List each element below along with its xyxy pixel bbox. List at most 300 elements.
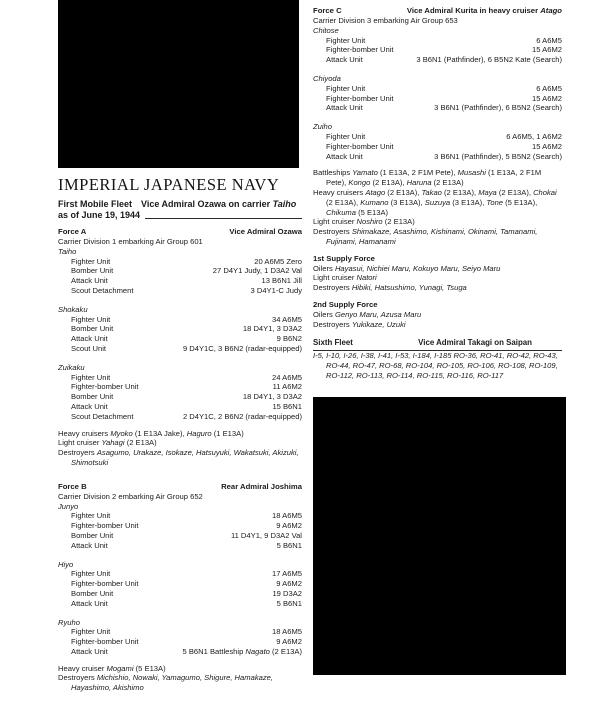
text-run: Vice Admiral Kurita in heavy cruiser xyxy=(406,6,541,15)
ship-group xyxy=(313,122,562,161)
heading-rule xyxy=(145,210,302,219)
ship-name-italic: Chokai xyxy=(533,187,557,197)
text-run: Force C xyxy=(313,6,342,15)
unit-label xyxy=(71,627,110,637)
text-run: 15 A6M2 xyxy=(532,45,562,55)
text-run: 9 A6M2 xyxy=(276,521,302,531)
text-run: Fighter-bomber Unit xyxy=(326,93,394,103)
ship-group xyxy=(58,560,302,609)
unit-value xyxy=(363,152,562,162)
text-run: 20 A6M5 Zero xyxy=(254,256,302,266)
unit-label xyxy=(71,589,113,599)
text-run: Scout Unit xyxy=(71,343,107,353)
unit-value xyxy=(108,541,302,551)
unit-label xyxy=(326,45,394,55)
spacer xyxy=(313,381,562,397)
text-run: 3 B6N1 (Pathfinder), 5 B5N2 (Search) xyxy=(434,151,562,161)
fleet-name xyxy=(313,338,353,348)
unit-row xyxy=(58,627,302,637)
unit-value xyxy=(108,276,302,286)
text-run: Sixth Fleet xyxy=(313,338,353,348)
text-run: 3 B6N1 (Pathfinder), 6 B5N2 Kate (Search) xyxy=(416,55,562,65)
ship-group xyxy=(313,26,562,65)
text-run: Vice Admiral Ozawa xyxy=(229,227,302,236)
text-run: (5 E13A), xyxy=(503,197,538,207)
ship-name-italic: Suzuya xyxy=(424,197,451,207)
ship-name-italic: Asagumo, Urakaze, Isokaze, Hatsuyuki, Wakatsuki, Akizuki, Shimotsuki xyxy=(71,448,299,467)
text-run: First Mobile Fleet xyxy=(58,199,133,209)
force-commander xyxy=(221,482,302,492)
ship-name xyxy=(58,618,302,628)
unit-value xyxy=(113,266,302,276)
unit-label xyxy=(71,286,133,296)
unit-row xyxy=(58,266,302,276)
ship-name xyxy=(313,26,562,36)
ship-name-italic: Kumano xyxy=(360,197,389,207)
unit-row xyxy=(58,599,302,609)
text-run: 18 D4Y1, 3 D3A2 xyxy=(242,324,302,334)
text-run: 6 A6M5 xyxy=(536,83,562,93)
ship-name-italic: Haruna xyxy=(406,178,432,188)
unit-row xyxy=(58,589,302,599)
text-run: 3 B6N1 (Pathfinder), 6 B5N2 (Search) xyxy=(434,103,562,113)
text-run: (2 E13A) xyxy=(382,217,415,227)
text-run: Fighter-bomber Unit xyxy=(326,141,394,151)
text-run: (5 E13A) xyxy=(355,207,389,217)
ship-name-italic: Maya xyxy=(478,187,497,197)
unit-row xyxy=(58,324,302,334)
unit-label xyxy=(71,412,133,422)
text-run: Fighter Unit xyxy=(326,35,366,45)
spacer xyxy=(313,65,562,74)
text-run: (2 E13A) xyxy=(124,438,157,448)
unit-label xyxy=(71,257,110,267)
unit-label xyxy=(71,402,108,412)
unit-value xyxy=(363,103,562,113)
text-run: 6 A6M5, 1 A6M2 xyxy=(506,131,562,141)
ship-group xyxy=(58,618,302,657)
unit-value xyxy=(110,511,302,521)
unit-row xyxy=(313,152,562,162)
text-run: 15 B6N1 xyxy=(272,401,302,411)
text-line xyxy=(58,237,302,247)
text-run: Heavy cruisers xyxy=(58,428,111,438)
fleet-rule-header xyxy=(313,338,562,351)
ship-name-italic: Myoko xyxy=(110,428,133,438)
text-run: Fighter Unit xyxy=(71,569,111,579)
text-run: Taiho xyxy=(58,246,77,256)
text-run: Vice Admiral Ozawa on carrier xyxy=(141,199,273,209)
text-run: Destroyers xyxy=(58,673,97,683)
unit-value xyxy=(365,84,562,94)
text-run: Force B xyxy=(58,481,87,491)
text-run: (3 E13A), xyxy=(388,197,425,207)
unit-label xyxy=(71,599,108,609)
text-run: Attack Unit xyxy=(71,401,108,411)
unit-label xyxy=(71,392,113,402)
submarine-list xyxy=(313,351,562,380)
text-run: 18 A6M5 xyxy=(272,511,302,521)
text-run: 9 A6M2 xyxy=(276,637,302,647)
unit-row xyxy=(58,637,302,647)
unit-value xyxy=(394,142,562,152)
text-run: 9 A6M2 xyxy=(276,579,302,589)
text-run: Light cruiser xyxy=(58,438,102,448)
ship-name-italic: Musashi xyxy=(457,168,486,178)
unit-label xyxy=(71,382,139,392)
ship-name-italic: Takao xyxy=(421,187,442,197)
ship-name xyxy=(58,305,302,315)
unit-label xyxy=(326,132,365,142)
unit-row xyxy=(313,103,562,113)
unit-value xyxy=(113,392,302,402)
unit-label xyxy=(71,647,108,657)
fleet-name xyxy=(58,199,132,209)
unit-value xyxy=(365,36,562,46)
text-run: Attack Unit xyxy=(71,646,108,656)
ship-name-italic: Chikuma xyxy=(326,207,356,217)
unit-value xyxy=(363,55,562,65)
spacer xyxy=(58,296,302,305)
text-run: 9 D4Y1C, 3 B6N2 (radar-equipped) xyxy=(182,343,302,353)
spacer xyxy=(58,422,302,429)
text-run: Fighter-bomber Unit xyxy=(71,637,139,647)
unit-row xyxy=(58,541,302,551)
ship-name xyxy=(58,560,302,570)
paragraph xyxy=(313,273,562,283)
ship-name-italic: Mogami xyxy=(106,663,134,673)
paragraph xyxy=(58,438,302,448)
text-run: (1 E13A Jake), xyxy=(132,428,187,438)
photo-bottom xyxy=(313,397,566,675)
unit-label xyxy=(326,84,365,94)
fleet-heading-line2 xyxy=(58,210,302,221)
ship-name xyxy=(58,502,302,512)
unit-value xyxy=(110,315,302,325)
unit-row xyxy=(58,257,302,267)
force-header xyxy=(313,6,562,16)
unit-value xyxy=(113,324,302,334)
ship-name-italic: Haguro xyxy=(186,428,212,438)
unit-label xyxy=(71,334,108,344)
unit-value xyxy=(110,373,302,383)
unit-label xyxy=(71,324,113,334)
text-run: 3 D4Y1-C Judy xyxy=(250,285,302,295)
text-run: 34 A6M5 xyxy=(272,314,302,324)
unit-row xyxy=(313,84,562,94)
text-run: 15 A6M2 xyxy=(532,93,562,103)
paragraph xyxy=(58,664,302,674)
text-run: Chiyoda xyxy=(313,73,341,83)
ship-name-italic: Atago xyxy=(540,6,562,15)
unit-row xyxy=(313,55,562,65)
text-run: Carrier Division 1 embarking Air Group 601 xyxy=(58,237,203,246)
unit-row xyxy=(58,344,302,354)
ship-group xyxy=(58,305,302,354)
unit-row xyxy=(58,521,302,531)
ship-name-italic: Natori xyxy=(356,273,377,283)
spacer xyxy=(58,657,302,664)
text-run: Battleships xyxy=(313,168,353,178)
text-run: (2 E13A), xyxy=(326,197,361,207)
text-run: Fighter-bomber Unit xyxy=(71,382,139,392)
text-run: Attack Unit xyxy=(71,334,108,344)
unit-value xyxy=(108,402,302,412)
unit-value xyxy=(108,599,302,609)
unit-label xyxy=(326,103,363,113)
text-run: Fighter Unit xyxy=(326,83,366,93)
text-run: Destroyers xyxy=(313,227,352,237)
force-header xyxy=(58,227,302,237)
paragraph xyxy=(313,188,562,217)
ship-name-italic: Noshiro xyxy=(356,217,383,227)
text-run: 11 D4Y1, 9 D3A2 Val xyxy=(230,530,302,540)
text-run: (5 E13A) xyxy=(133,663,166,673)
text-run: Fighter-bomber Unit xyxy=(326,45,394,55)
text-run: 18 D4Y1, 3 D3A2 xyxy=(242,392,302,402)
text-run: Attack Unit xyxy=(71,598,108,608)
unit-row xyxy=(58,276,302,286)
text-run: Carrier Division 3 embarking Air Group 653 xyxy=(313,16,458,25)
force-commander xyxy=(407,6,562,16)
spacer xyxy=(313,161,562,168)
fleet-date xyxy=(58,210,140,221)
spacer xyxy=(313,293,562,300)
text-run: Light cruiser xyxy=(313,217,357,227)
spacer xyxy=(58,354,302,363)
page-title xyxy=(58,175,302,194)
force-name xyxy=(313,6,342,16)
text-run: 5 B6N1 Battleship xyxy=(182,646,246,656)
unit-label xyxy=(71,373,110,383)
ship-name xyxy=(313,122,562,132)
text-run: (2 E13A), xyxy=(441,187,479,197)
text-run: (1 E13A, 2 F1M Pete), xyxy=(326,168,542,188)
unit-label xyxy=(71,521,139,531)
force-commander xyxy=(229,227,302,237)
text-run: Fighter Unit xyxy=(71,314,111,324)
text-run: 11 A6M2 xyxy=(272,382,302,392)
text-run: Chitose xyxy=(313,25,339,35)
text-run: Rear Admiral Joshima xyxy=(221,481,302,491)
ship-name-italic: Shimakaze, Asashimo, Kishinami, Okinami, Tamanami, Fujinami, Hamanami xyxy=(326,227,538,246)
unit-label xyxy=(71,511,110,521)
text-run: as of June 19, 1944 xyxy=(58,210,141,220)
unit-row xyxy=(58,579,302,589)
ship-name-italic: Yahagi xyxy=(101,438,125,448)
text-run: Light cruiser xyxy=(313,273,357,283)
paragraph xyxy=(313,217,562,227)
text-run: 13 B6N1 Jill xyxy=(261,276,302,286)
unit-value xyxy=(106,344,302,354)
right-column xyxy=(313,0,562,675)
text-run: Fighter Unit xyxy=(71,256,111,266)
text-run: Bomber Unit xyxy=(71,530,114,540)
text-run: 15 A6M2 xyxy=(532,141,562,151)
fleet-heading xyxy=(58,199,302,221)
text-run: Zuikaku xyxy=(58,362,85,372)
unit-label xyxy=(71,315,110,325)
unit-value xyxy=(108,334,302,344)
unit-row xyxy=(313,94,562,104)
unit-row xyxy=(313,132,562,142)
text-run: Fighter Unit xyxy=(71,511,111,521)
unit-label xyxy=(326,152,363,162)
paragraph xyxy=(313,168,562,188)
text-line xyxy=(58,492,302,502)
left-column xyxy=(58,0,302,693)
text-run: (2 E13A), xyxy=(385,187,422,197)
text-run: 19 D3A2 xyxy=(272,588,302,598)
unit-row xyxy=(313,36,562,46)
paragraph xyxy=(58,429,302,439)
unit-value xyxy=(113,531,302,541)
text-run: I-5, I-10, I-26, I-38, I-41, I-53, I-184, I-185 RO-36, RO-41, RO-42, RO-43, RO-44, RO-47, RO-68, RO-104, RO-105, RO-106, RO-108, RO-109, RO-112, RO-113, RO-114, RO-115, RO-116, RO-117 xyxy=(313,351,558,380)
text-run: 1st Supply Force xyxy=(313,253,375,263)
text-run: Destroyers xyxy=(313,319,352,329)
spacer xyxy=(313,113,562,122)
unit-value xyxy=(139,579,302,589)
text-run: Hiyo xyxy=(58,559,74,569)
sub-heading xyxy=(313,300,562,310)
unit-label xyxy=(71,531,113,541)
fleet-heading-line1 xyxy=(58,199,302,210)
paragraph xyxy=(58,448,302,468)
text-run: Bomber Unit xyxy=(71,588,114,598)
text-run: Bomber Unit xyxy=(71,266,114,276)
paragraph xyxy=(313,227,562,247)
text-run: Scout Detachment xyxy=(71,285,134,295)
text-run: Shokaku xyxy=(58,304,88,314)
ship-name-italic: Nagato xyxy=(245,646,270,656)
ship-name-italic: Yamato xyxy=(352,168,378,178)
paragraph xyxy=(58,673,302,693)
text-run: (3 E13A), xyxy=(450,197,487,207)
text-run: IMPERIAL JAPANESE NAVY xyxy=(58,175,280,194)
text-run: Oilers xyxy=(313,263,335,273)
text-run: Carrier Division 2 embarking Air Group 652 xyxy=(58,491,203,501)
text-line xyxy=(313,16,562,26)
unit-label xyxy=(71,266,113,276)
unit-value xyxy=(139,382,302,392)
unit-label xyxy=(326,142,394,152)
text-run: Fighter Unit xyxy=(71,627,111,637)
unit-label xyxy=(326,94,394,104)
unit-row xyxy=(58,531,302,541)
unit-label xyxy=(71,579,139,589)
ship-name-italic: Hibiki, Hatsushimo, Yunagi, Tsuga xyxy=(351,283,467,293)
ship-name xyxy=(313,74,562,84)
force-header xyxy=(58,482,302,492)
text-run: Fighter Unit xyxy=(326,131,366,141)
ship-name-italic: Yukikaze, Uzuki xyxy=(351,319,406,329)
text-run: 5 B6N1 xyxy=(276,540,302,550)
text-run: 24 A6M5 xyxy=(272,372,302,382)
text-run: 27 D4Y1 Judy, 1 D3A2 Val xyxy=(212,266,302,276)
unit-label xyxy=(71,541,108,551)
text-run: 18 A6M5 xyxy=(272,627,302,637)
text-run: Attack Unit xyxy=(71,276,108,286)
ship-name-italic: Michishio, Nowaki, Yamagumo, Shigure, Hamakaze, Hayashimo, Akishimo xyxy=(71,673,273,693)
unit-row xyxy=(58,286,302,296)
unit-value xyxy=(394,45,562,55)
unit-value xyxy=(108,647,302,657)
sub-heading xyxy=(313,254,562,264)
text-run: 2 D4Y1C, 2 B6N2 (radar-equipped) xyxy=(182,411,302,421)
unit-value xyxy=(110,257,302,267)
text-run: Vice Admiral Takagi on Saipan xyxy=(418,338,532,348)
unit-label xyxy=(71,637,139,647)
text-run: 2nd Supply Force xyxy=(313,299,378,309)
spacer xyxy=(58,551,302,560)
unit-value xyxy=(133,286,302,296)
text-run: Heavy cruiser xyxy=(58,663,107,673)
spacer xyxy=(313,329,562,338)
ship-name-italic: Genyo Maru, Azusa Maru xyxy=(334,309,422,319)
ship-group xyxy=(313,74,562,113)
ship-group xyxy=(58,502,302,551)
unit-row xyxy=(58,392,302,402)
text-run: Attack Unit xyxy=(71,540,108,550)
unit-row xyxy=(58,511,302,521)
text-run: Fighter-bomber Unit xyxy=(71,521,139,531)
text-run: Zuiho xyxy=(313,122,332,132)
force-name xyxy=(58,227,86,237)
unit-label xyxy=(71,276,108,286)
ship-name-italic: Atago xyxy=(365,187,386,197)
paragraph xyxy=(313,310,562,320)
unit-row xyxy=(58,402,302,412)
paragraph xyxy=(313,320,562,330)
unit-value xyxy=(110,627,302,637)
unit-row xyxy=(58,412,302,422)
unit-label xyxy=(326,55,363,65)
ship-name-italic: Tone xyxy=(486,197,504,207)
ship-group xyxy=(58,363,302,422)
unit-value xyxy=(113,589,302,599)
text-run: (2 E13A), xyxy=(496,187,534,197)
text-run: Heavy cruisers xyxy=(313,187,366,197)
unit-row xyxy=(58,647,302,657)
unit-value xyxy=(139,637,302,647)
text-run: 9 B6N2 xyxy=(276,334,302,344)
unit-row xyxy=(58,334,302,344)
paragraph xyxy=(313,283,562,293)
text-run: Attack Unit xyxy=(326,55,363,65)
text-run: Destroyers xyxy=(313,283,352,293)
unit-value xyxy=(365,132,562,142)
text-run: Destroyers xyxy=(58,448,97,458)
text-run: Fighter-bomber Unit xyxy=(71,579,139,589)
text-run: (2 E13A), xyxy=(370,178,407,188)
text-run: Attack Unit xyxy=(326,151,363,161)
text-run: Ryuho xyxy=(58,617,80,627)
paragraph xyxy=(313,264,562,274)
text-run: (2 E13A) xyxy=(269,646,302,656)
unit-row xyxy=(58,373,302,383)
text-run: Bomber Unit xyxy=(71,324,114,334)
text-run: (1 E13A, 2 F1M Pete), xyxy=(377,168,458,178)
text-run: 5 B6N1 xyxy=(276,598,302,608)
text-run: Scout Detachment xyxy=(71,411,134,421)
text-run: (2 E13A) xyxy=(431,178,464,188)
unit-value xyxy=(133,412,302,422)
ship-name xyxy=(58,363,302,373)
ship-name-italic: Hayasui, Nichiei Maru, Kokuyo Maru, Seiyo Maru xyxy=(334,263,501,273)
unit-row xyxy=(58,382,302,392)
text-run: 17 A6M5 xyxy=(272,569,302,579)
fleet-commander xyxy=(141,199,296,209)
